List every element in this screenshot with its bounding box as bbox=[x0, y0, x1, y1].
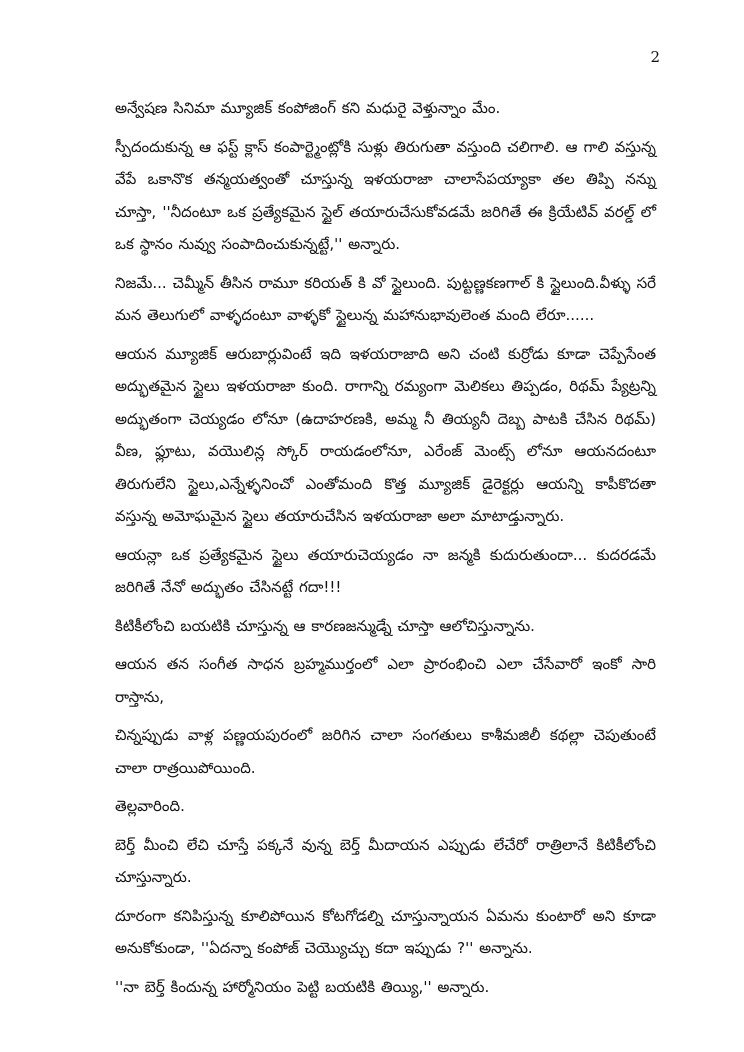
paragraph: నిజమే... చెమ్మీన్ తీసిన రామూ కరియత్ కి వో స్టైలుంది. పుట్టణ్ణకణగాల్ కి స్టైలుంది.వీళ్ళు సరే మన తెలుగులో వాళ్ళదంటూ వాళ్ళకో స్టైలున్న మహానుభావులెంత మంది లేరూ...... bbox=[115, 273, 656, 324]
page-number: 2 bbox=[650, 48, 660, 66]
paragraph: స్పీదందుకున్న ఆ ఫస్ట్ క్లాస్ కంపార్ట్మెంట్లోకి సుళ్లు తిరుగుతా వస్తుంది చలిగాలి. ఆ గాలి వస్తున్న వేపే ఒకానొక తన్మయత్వంతో చూస్తున్న ఇళయరాజా చాలాసేపయ్యాకా తల తిప్పి నన్ను చూస్తా, ''నీదంటూ ఒక ప్రత్యేకమైన స్టైల్ తయారుచేసుకోవడమే జరిగితే ఈ క్రియేటివ్ వరల్డ్ లో ఒక స్థానం నువ్వు సంపాదించుకున్నట్టే,'' అన్నారు. bbox=[115, 137, 656, 253]
paragraph: చిన్నప్పుడు వాళ్ల పణ్ణయపురంలో జరిగిన చాలా సంగతులు కాశీమజిలీ కథల్లా చెపుతుంటే చాలా రాత్రయిపోయింది. bbox=[115, 726, 656, 777]
paragraph: ఆయన మ్యూజిక్ ఆరుబార్లువింటే ఇది ఇళయరాజాది అని చంటి కుర్రోడు కూడా చెప్పేసేంత అద్భుతమైన స్టైలు ఇళయరాజా కుంది. రాగాన్ని రమ్యంగా మెలికలు తిప్పడం, రిథమ్ ప్యేట్రన్ని అద్భుతంగా చెయ్యడం లోనూ (ఉదాహరణకి, అమ్మ నీ తియ్యనీ దెబ్బ పాటకి చేసిన రిథమ్) వీణ, ఫ్లూటు, వయొలిన్ల స్కోర్ రాయడంలోనూ, ఎరేంజ్ మెంట్స్ లోనూ ఆయనదంటూ తిరుగులేని స్టైలు,ఎన్నేళ్ళనించో ఎంతోమంది కొత్త మ్యూజిక్ డైరెక్టర్లు ఆయన్ని కాపీకొదతా వస్తున్న అమోఘమైన స్టైలు తయారుచేసిన ఇళయరాజా అలా మాటాడ్తున్నారు. bbox=[115, 344, 656, 525]
paragraph: అన్వేషణ సినిమా మ్యూజిక్ కంపోజింగ్ కని మధురై వెళ్తున్నాం మేం. bbox=[115, 99, 501, 117]
document-body bbox=[115, 92, 656, 1009]
paragraph: బెర్త్ మీంచి లేచి చూస్తే పక్కనే వున్న బెర్త్ మీదాయన ఎప్పుడు లేచేరో రాత్రిలానే కిటికీలోంచి చూస్తున్నారు. bbox=[115, 835, 656, 886]
paragraph: ''నా బెర్త్ కిందున్న హార్మోనియం పెట్టి బయటికి తియ్యి,'' అన్నారు. bbox=[115, 977, 490, 996]
paragraph: ఆయన్లా ఒక ప్రత్యేకమైన స్టైలు తయారుచెయ్యడం నా జన్మకి కుదురుతుందా... కుదరడమే జరిగితే నేనో అద్భుతం చేసినట్టే గదా!!! bbox=[115, 545, 656, 596]
paragraph: కిటికీలోంచి బయటికి చూస్తున్న ఆ కారణజన్ముడ్నే చూస్తా ఆలోచిస్తున్నాను. bbox=[115, 616, 535, 635]
paragraph: ఆయన తన సంగీత సాధన బ్రహ్మముర్తంలో ఎలా ప్రారంభించి ఎలా చేసేవారో ఇంకో సారి రాస్తాను, bbox=[115, 655, 656, 706]
paragraph: దూరంగా కనిపిస్తున్న కూలిపోయిన కోటగోడల్ని చూస్తున్నాయన ఏమను కుంటారో అని కూడా అనుకోకుండా, ''ఏదన్నా కంపోజ్ చెయ్యొచ్చు కదా ఇప్పుడు ?'' అన్నాను. bbox=[115, 906, 656, 957]
paragraph: తెల్లవారింది. bbox=[115, 797, 185, 815]
